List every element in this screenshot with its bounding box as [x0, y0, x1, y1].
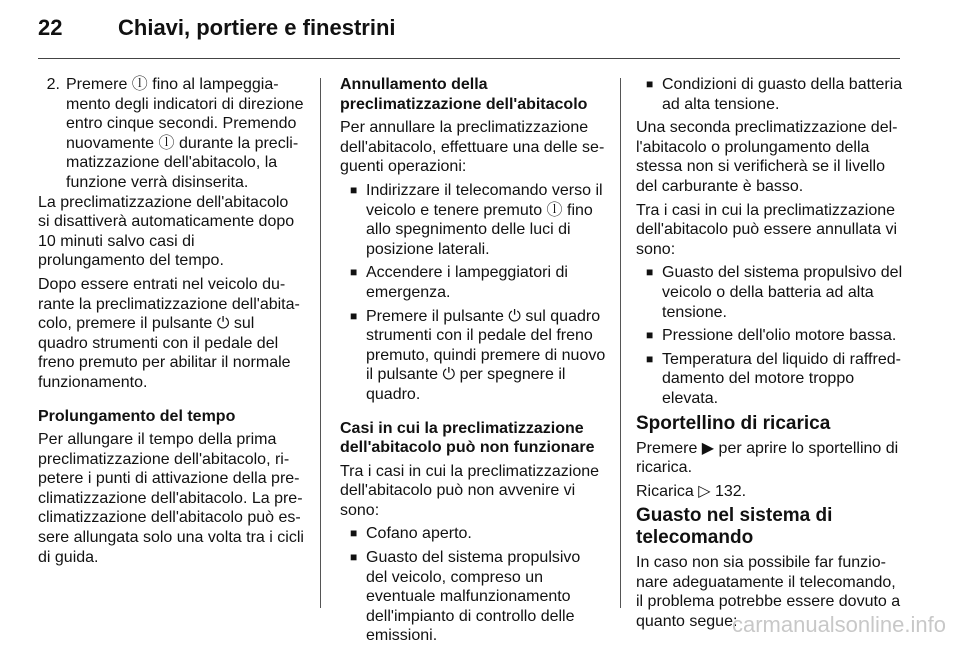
paragraph: Una seconda preclimatizzazione dell'abitacolo o prolungamento della stessa non si verificherà se il livello del carburante è basso.: [636, 119, 898, 195]
list-item: [636, 263, 904, 322]
paragraph: Per allungare il tempo della prima preclimatizzazione dell'abitacolo, ripetere i punti di attivazione della preclimatizzazione dell'abitacolo. La preclimatizzazione dell'abitacolo può essere allungata solo una volta tra i cicli di guida.: [38, 431, 304, 566]
bullet-icon: ■: [646, 328, 654, 343]
bullet-icon: ■: [646, 77, 654, 91]
list-item: [340, 524, 606, 544]
list-item: [636, 326, 904, 346]
subheading: Casi in cui la preclimatizzazione dell'abitacolo può non funzionare: [340, 419, 595, 457]
subheading: Prolungamento del tempo: [38, 407, 236, 425]
list-item: [636, 350, 904, 409]
chapter-title: Chiavi, portiere e finestrini: [118, 15, 396, 40]
step-text: Premere ⓛ fino al lampeggiamento degli indicatori di direzione entro cinque secondi. Premendo nuovamente ⓛ durante la preclimatizzazione dell'abitacolo, la funzione verrà disinserita.: [66, 76, 304, 191]
list-item-text: Pressione dell'olio motore bassa.: [662, 327, 897, 345]
step-number: 2.: [46, 76, 60, 93]
bullet-icon: ■: [646, 265, 654, 280]
paragraph: Premere ▶ per aprire lo sportellino di ricarica.: [636, 439, 899, 477]
subheading: Annullamento della preclimatizzazione dell'abitacolo: [340, 76, 588, 113]
paragraph: Tra i casi in cui la preclimatizzazione dell'abitacolo può essere annullata vi sono:: [636, 201, 898, 258]
paragraph: La preclimatizzazione dell'abitacolo si disattiverà automaticamente dopo 10 minuti salvo casi di prolungamento del tempo.: [38, 193, 295, 270]
column-2: [340, 75, 606, 650]
list-item: [340, 307, 606, 405]
list-item-text: Temperatura del liquido di raffreddamento del motore troppo elevata.: [662, 350, 901, 407]
list-item-text: Guasto del sistema propulsivo del veicolo, compreso un eventuale malfunzionamento dell'impianto di controllo delle emissioni.: [366, 549, 581, 645]
paragraph: Per annullare la preclimatizzazione dell'abitacolo, effettuare una delle seguenti operazioni:: [340, 119, 605, 176]
bullet-icon: ■: [350, 550, 358, 565]
list-item: [340, 263, 606, 302]
list-item-text: Accendere i lampeggiatori di emergenza.: [366, 264, 568, 301]
list-item: [340, 181, 606, 259]
watermark: carmanualsonline.info: [731, 612, 946, 637]
list-item-text: Condizioni di guasto della batteria ad alta tensione.: [662, 76, 903, 113]
paragraph: Dopo essere entrati nel veicolo durante la preclimatizzazione dell'abitacolo, premere il pulsante ⏻ sul quadro strumenti con il pedale del freno premuto per abilitar il normale funzionamento.: [38, 275, 300, 391]
paragraph: Ricarica ▷ 132.: [636, 482, 747, 500]
list-item-text: Indirizzare il telecomando verso il veicolo e tenere premuto ⓛ fino allo spegnimento delle luci di posizione laterali.: [366, 181, 603, 258]
page-header: [38, 13, 928, 53]
list-item: [636, 75, 904, 114]
paragraph: Tra i casi in cui la preclimatizzazione dell'abitacolo può non avvenire vi sono:: [340, 462, 600, 519]
list-item-text: Guasto del sistema propulsivo del veicolo o della batteria ad alta tensione.: [662, 264, 903, 321]
page-number: 22: [38, 15, 63, 40]
bullet-icon: ■: [646, 351, 654, 366]
column-divider-2: [620, 78, 621, 608]
bullet-icon: ■: [350, 182, 358, 197]
bullet-icon: ■: [350, 265, 358, 280]
section-heading: Guasto nel sistema di telecomando: [636, 505, 833, 549]
column-3: [636, 75, 904, 636]
list-item: [340, 548, 606, 646]
paragraph: In caso non sia possibile far funzionare adeguatamente il telecomando, il problema potrebbe essere dovuto a quanto segue:: [636, 554, 901, 631]
bullet-icon: ■: [350, 308, 358, 323]
column-1: [38, 75, 304, 571]
column-divider-1: [320, 78, 321, 608]
header-divider: [38, 58, 900, 59]
list-item-text: Cofano aperto.: [366, 525, 472, 543]
section-heading: Sportellino di ricarica: [636, 412, 831, 434]
list-item-text: Premere il pulsante ⏻ sul quadro strumenti con il pedale del freno premuto, quindi premere di nuovo il pulsante ⏻ per spegnere il quadro.: [366, 307, 606, 403]
bullet-icon: ■: [350, 526, 358, 541]
step-2: [38, 75, 304, 193]
